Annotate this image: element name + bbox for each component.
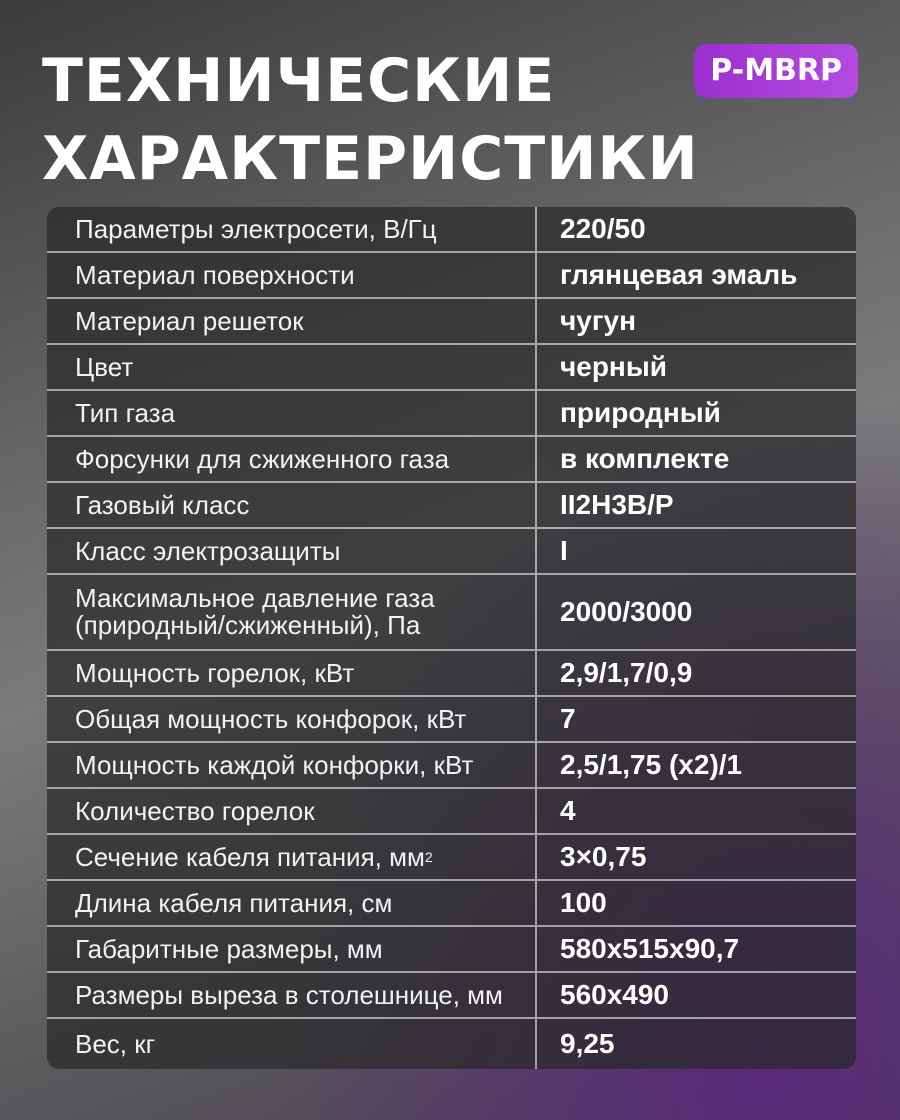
spec-value: 2000/3000 <box>560 596 693 627</box>
spec-value: природный <box>560 397 721 428</box>
spec-label: Размеры выреза в столешнице, мм <box>47 973 537 1017</box>
spec-value: 2,9/1,7/0,9 <box>560 657 693 688</box>
page-title-line-2: ХАРАКТЕРИСТИКИ <box>42 124 699 194</box>
model-badge: P-MBRP <box>694 44 858 98</box>
spec-label: Материал решеток <box>47 299 537 343</box>
spec-value: 4 <box>560 795 576 826</box>
spec-label: Материал поверхности <box>47 253 537 297</box>
spec-label: Параметры электросети, В/Гц <box>47 207 537 251</box>
table-row <box>47 391 856 437</box>
spec-label: Вес, кг <box>47 1019 537 1069</box>
spec-label: Мощность каждой конфорки, кВт <box>47 743 537 787</box>
table-row <box>47 207 856 253</box>
spec-value: 2,5/1,75 (x2)/1 <box>560 749 743 780</box>
spec-value: 100 <box>560 887 607 918</box>
spec-label <box>47 835 537 879</box>
table-row <box>47 437 856 483</box>
table-row <box>47 789 856 835</box>
spec-label-superscript: 2 <box>424 848 433 865</box>
table-row <box>47 575 856 651</box>
page-title-line-1: ТЕХНИЧЕСКИЕ <box>42 46 556 116</box>
spec-value: II2H3B/P <box>560 489 674 520</box>
table-row <box>47 651 856 697</box>
spec-label: Класс электрозащиты <box>47 529 537 573</box>
table-row <box>47 345 856 391</box>
spec-label: Максимальное давление газа (природный/сжиженный), Па <box>47 575 537 649</box>
spec-value: 9,25 <box>560 1028 615 1059</box>
table-row <box>47 973 856 1019</box>
table-row <box>47 881 856 927</box>
spec-label: Мощность горелок, кВт <box>47 651 537 695</box>
spec-label-text: Сечение кабеля питания, мм <box>75 841 425 872</box>
spec-value: чугун <box>560 305 636 336</box>
spec-value: 7 <box>560 703 576 734</box>
table-row <box>47 483 856 529</box>
specs-table <box>47 207 856 1069</box>
table-row <box>47 529 856 575</box>
spec-label: Форсунки для сжиженного газа <box>47 437 537 481</box>
spec-label: Общая мощность конфорок, кВт <box>47 697 537 741</box>
spec-value: черный <box>560 351 667 382</box>
spec-label: Длина кабеля питания, см <box>47 881 537 925</box>
spec-label: Габаритные размеры, мм <box>47 927 537 971</box>
spec-label: Тип газа <box>47 391 537 435</box>
table-row <box>47 253 856 299</box>
spec-value: 560x490 <box>560 979 670 1010</box>
spec-value: глянцевая эмаль <box>560 259 798 290</box>
table-row <box>47 743 856 789</box>
table-row <box>47 1019 856 1069</box>
spec-label: Газовый класс <box>47 483 537 527</box>
spec-value: 220/50 <box>560 213 646 244</box>
spec-value: 580x515x90,7 <box>560 933 740 964</box>
spec-label: Цвет <box>47 345 537 389</box>
spec-value: 3×0,75 <box>560 841 647 872</box>
table-row <box>47 927 856 973</box>
spec-label: Количество горелок <box>47 789 537 833</box>
table-row <box>47 835 856 881</box>
table-row <box>47 697 856 743</box>
spec-value: I <box>560 535 568 566</box>
page-title <box>42 42 699 198</box>
spec-value: в комплекте <box>560 443 730 474</box>
table-row <box>47 299 856 345</box>
